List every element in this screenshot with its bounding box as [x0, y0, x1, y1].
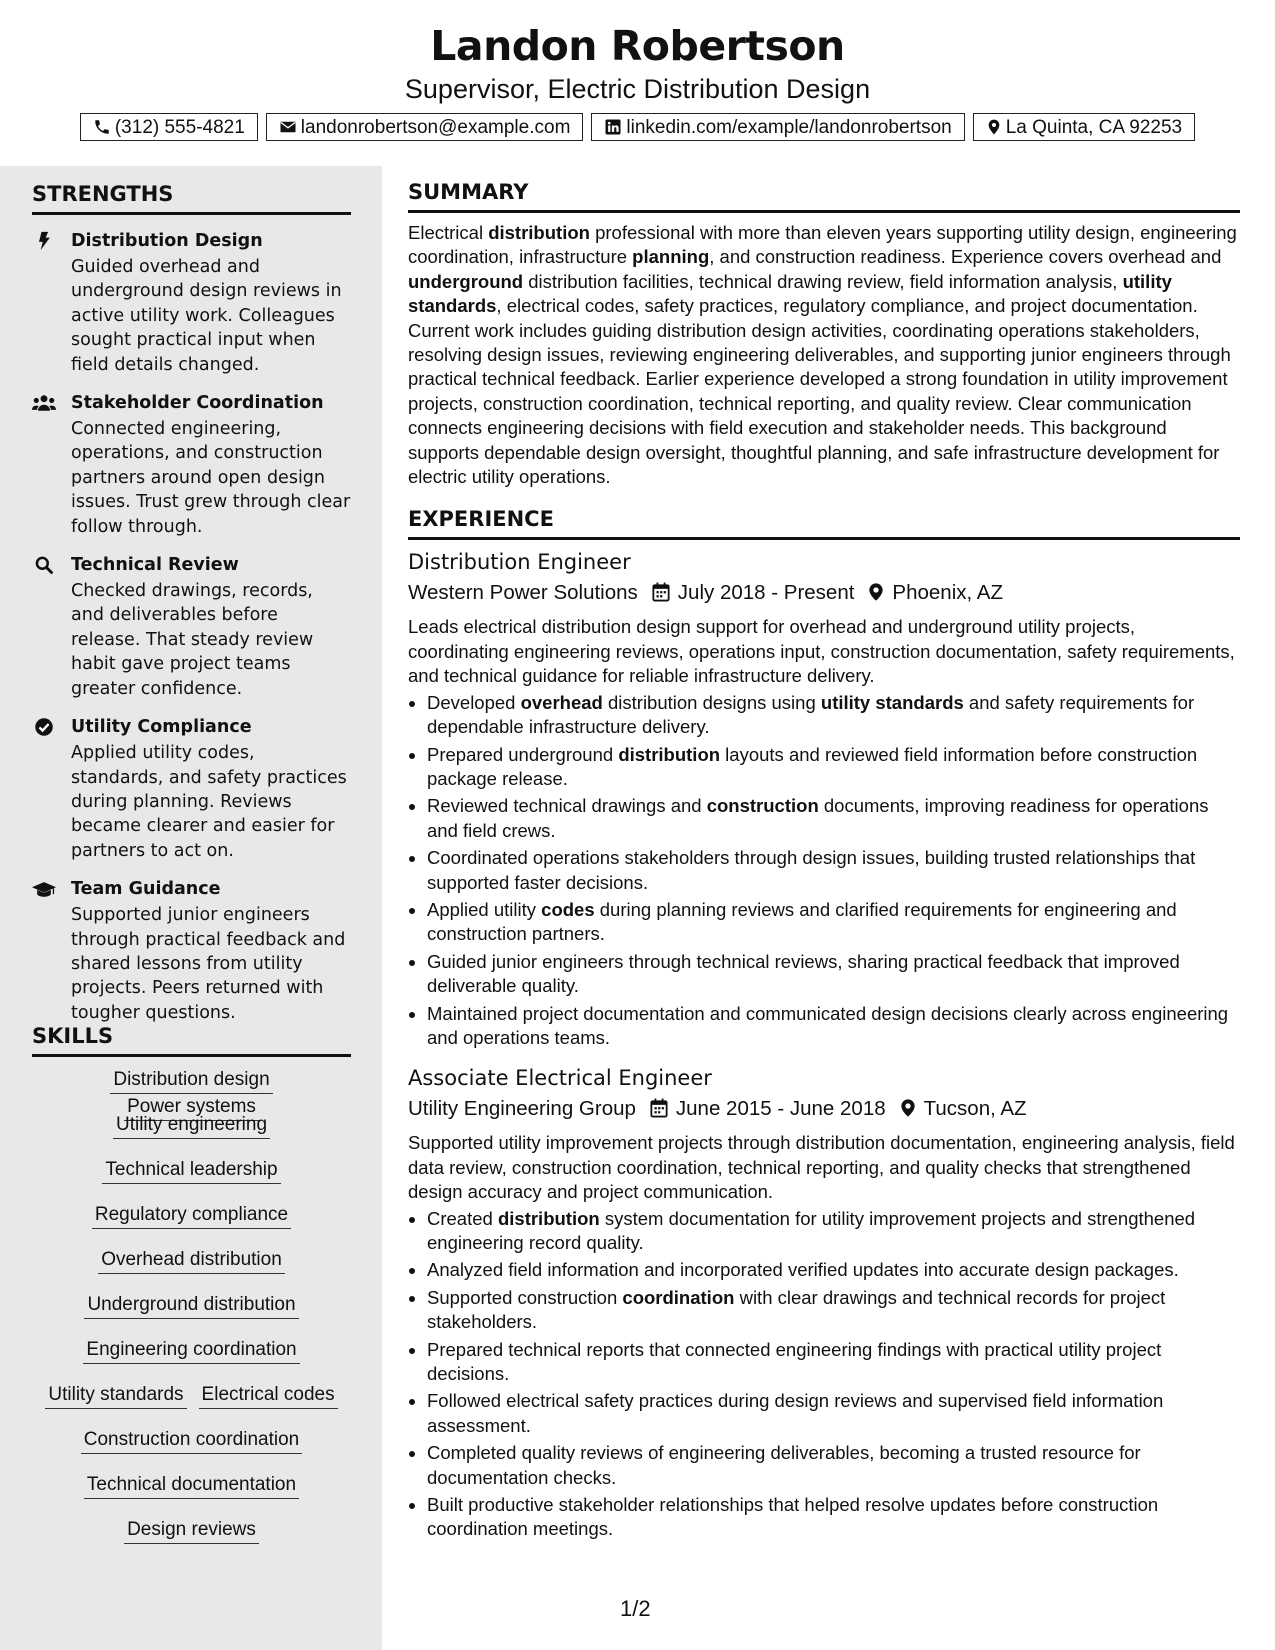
emphasis-text: planning [632, 246, 710, 268]
users-icon [32, 393, 56, 413]
skill-tag: Utility standards [45, 1382, 186, 1409]
check-circle-icon [32, 717, 56, 737]
search-icon [32, 555, 56, 575]
contact-email-text: landonrobertson@example.com [300, 117, 571, 138]
map-marker-icon [986, 118, 1002, 136]
strength-title: Team Guidance [71, 879, 221, 900]
emphasis-text: distribution [618, 743, 721, 765]
skills-heading: SKILLS [32, 1024, 351, 1057]
skill-row [32, 1472, 351, 1517]
graduation-cap-icon [32, 879, 56, 899]
job-summary: Supported utility improvement projects through distribution documentation, engineering analysis, field data review, construction coordination, technical reporting, and quality checks that strengthened design accuracy and project communication. [408, 1132, 1235, 1203]
skill-tag: Underground distribution [84, 1292, 298, 1319]
emphasis-text: codes [541, 898, 595, 920]
skill-row [32, 1337, 351, 1382]
resume-header [0, 0, 1275, 166]
emphasis-text: coordination [622, 1286, 735, 1308]
job-title: Distribution Engineer [408, 550, 631, 575]
skill-tag: Electrical codes [199, 1382, 338, 1409]
experience-section [408, 507, 1240, 1541]
calendar-icon [652, 582, 670, 602]
skill-row [32, 1517, 351, 1562]
skill-row [32, 1382, 351, 1427]
skill-tag: Utility engineering [113, 1112, 270, 1139]
job-bullets [408, 1207, 1240, 1542]
main-content [408, 180, 1240, 1545]
skill-tag: Overhead distribution [98, 1247, 285, 1274]
strength-title: Utility Compliance [71, 717, 252, 738]
candidate-title: Supervisor, Electric Distribution Design [404, 74, 871, 104]
skill-tag: Design reviews [124, 1517, 259, 1544]
skill-tag: Technical documentation [84, 1472, 299, 1499]
strength-description: Applied utility codes, standards, and safety practices during planning. Reviews became clearer and easier for partners to act on. [71, 743, 347, 861]
contact-linkedin-text: linkedin.com/example/landonrobertson [626, 117, 952, 138]
job-location: Tucson, AZ [900, 1094, 1027, 1124]
skill-tag: Distribution design [110, 1067, 272, 1094]
strength-item [32, 229, 351, 377]
bullet-item: • Followed electrical safety practices during design reviews and supervised field information assessment. [427, 1389, 1240, 1438]
job-summary: Leads electrical distribution design support for overhead and underground utility projects, coordinating engineering reviews, operations input, construction documentation, safety requirements, and technical guidance for reliable infrastructure delivery. [408, 616, 1235, 687]
summary-heading: SUMMARY [408, 180, 1240, 213]
emphasis-text: construction [706, 795, 819, 817]
summary-section [408, 180, 1240, 489]
bullet-item: • Completed quality reviews of engineering deliverables, becoming a trusted resource for documentation checks. [427, 1441, 1240, 1490]
jobs-list [408, 548, 1240, 1541]
skill-tag: Construction coordination [81, 1427, 302, 1454]
summary-text: Electrical distribution professional with more than eleven years supporting utility design, engineering coordination, infrastructure planning, and construction readiness. Experience covers overhead and underground distribution facilities, technical drawing review, field information analysis, utility standards, electrical codes, safety practices, regulatory compliance, and project documentation. Current work includes guiding distribution design activities, coordinating operations stakeholders, resolving design issues, reviewing engineering deliverables, and supporting junior engineers through practical technical feedback. Earlier experience developed a strong foundation in utility improvement projects, construction coordination, technical reporting, and quality review. Clear communication connects engineering decisions with field execution and stakeholder needs. This background supports dependable design oversight, thoughtful planning, and safe infrastructure development for electric utility operations. [408, 222, 1237, 488]
job-company: Western Power Solutions [408, 581, 638, 605]
job-dates: July 2018 - Present [652, 578, 855, 608]
contact-phone[interactable] [80, 113, 258, 141]
strength-item [32, 877, 351, 1025]
job-entry [408, 548, 1240, 1050]
job-location: Phoenix, AZ [868, 578, 1003, 608]
skill-tag: Regulatory compliance [92, 1202, 291, 1229]
contact-email[interactable] [266, 113, 584, 141]
contact-phone-text: (312) 555-4821 [114, 117, 245, 138]
skill-row [32, 1067, 351, 1117]
candidate-name: Landon Robertson [430, 22, 845, 70]
skill-row [32, 1112, 351, 1157]
strength-description: Guided overhead and underground design reviews in active utility work. Colleagues sought practical input when field details changed. [71, 257, 342, 375]
bullet-item: • Applied utility codes during planning reviews and clarified requirements for engineering and construction partners. [427, 898, 1240, 947]
map-marker-icon [900, 1098, 916, 1118]
job-meta [408, 1094, 1240, 1124]
phone-icon [93, 118, 111, 136]
skills-list [32, 1067, 351, 1562]
job-dates: June 2015 - June 2018 [650, 1094, 886, 1124]
skills-section [32, 1024, 351, 1562]
skill-row [32, 1292, 351, 1337]
skill-row [32, 1202, 351, 1247]
job-title: Associate Electrical Engineer [408, 1066, 712, 1091]
strength-title: Distribution Design [71, 231, 263, 251]
skill-tag: Engineering coordination [83, 1337, 299, 1364]
experience-heading: EXPERIENCE [408, 507, 1240, 540]
strength-item [32, 715, 351, 863]
bullet-item: • Developed overhead distribution designs using utility standards and safety requirements for dependable infrastructure delivery. [427, 691, 1240, 740]
emphasis-text: underground [408, 270, 524, 292]
emphasis-text: distribution [497, 1207, 600, 1229]
emphasis-text: overhead [520, 691, 603, 713]
bullet-item: • Supported construction coordination with clear drawings and technical records for project stakeholders. [427, 1286, 1240, 1335]
bullet-item: • Analyzed field information and incorporated verified updates into accurate design packages. [427, 1258, 1240, 1282]
contact-location-text: La Quinta, CA 92253 [1005, 117, 1183, 138]
strength-description: Supported junior engineers through practical feedback and shared lessons from utility projects. Peers returned with tougher questions. [71, 905, 346, 1023]
emphasis-text: utility standards [408, 270, 1172, 317]
skill-row [32, 1247, 351, 1292]
strength-title: Technical Review [71, 555, 239, 576]
map-marker-icon [868, 582, 884, 602]
page-number: 1/2 [620, 1596, 651, 1621]
calendar-icon [650, 1098, 668, 1118]
skill-row [32, 1157, 351, 1202]
strength-item [32, 553, 351, 701]
emphasis-text: utility standards [820, 691, 964, 713]
job-entry [408, 1064, 1240, 1542]
strengths-heading: STRENGTHS [32, 182, 351, 215]
contact-bar [0, 113, 1275, 141]
bullet-item: • Coordinated operations stakeholders through design issues, building trusted relationships that supported faster decisions. [427, 846, 1240, 895]
job-meta [408, 578, 1240, 608]
contact-linkedin[interactable] [591, 113, 964, 141]
job-bullets [408, 691, 1240, 1051]
strength-description: Checked drawings, records, and deliverables before release. That steady review habit gave project teams greater confidence. [71, 581, 314, 699]
contact-location [973, 113, 1195, 141]
bullet-item: • Built productive stakeholder relationships that helped resolve updates before construction coordination meetings. [427, 1493, 1240, 1542]
bullet-item: • Prepared technical reports that connected engineering findings with practical utility project decisions. [427, 1338, 1240, 1387]
strength-item [32, 391, 351, 539]
envelope-icon [279, 118, 297, 136]
bullet-item: • Reviewed technical drawings and construction documents, improving readiness for operations and field crews. [427, 794, 1240, 843]
job-company: Utility Engineering Group [408, 1097, 636, 1121]
emphasis-text: distribution [488, 222, 590, 243]
skill-tag: Technical leadership [102, 1157, 280, 1184]
sidebar [0, 166, 382, 1650]
bullet-item: • Created distribution system documentation for utility improvement projects and strengthened engineering record quality. [427, 1207, 1240, 1256]
strengths-section [32, 182, 351, 1025]
strength-description: Connected engineering, operations, and construction partners around open design issues. Trust grew through clear follow through. [71, 419, 351, 537]
linkedin-icon [604, 118, 622, 136]
skill-row [32, 1427, 351, 1472]
bolt-icon [32, 231, 56, 251]
strength-title: Stakeholder Coordination [71, 393, 324, 414]
skill-tag: Power systems [124, 1094, 259, 1121]
bullet-item: • Maintained project documentation and communicated design decisions clearly across engineering and operations teams. [427, 1002, 1240, 1051]
bullet-item: • Guided junior engineers through technical reviews, sharing practical feedback that improved deliverable quality. [427, 950, 1240, 999]
bullet-item: • Prepared underground distribution layouts and reviewed field information before construction package release. [427, 743, 1240, 792]
